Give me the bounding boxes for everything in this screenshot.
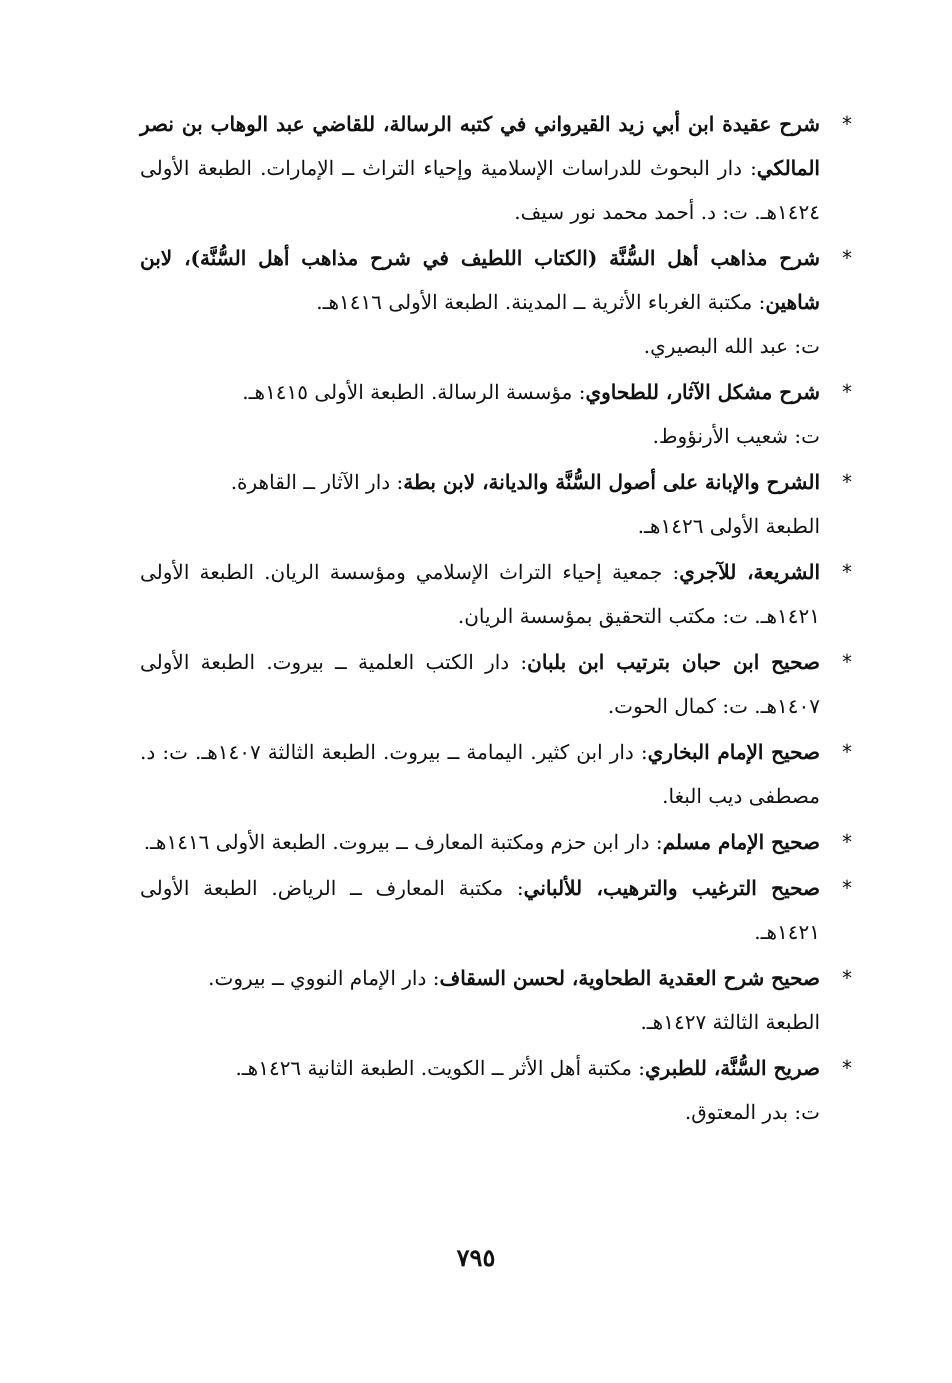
entry-title: الشريعة، للآجري [679, 560, 821, 584]
bibliography-entry [140, 102, 852, 234]
entry-publication: : دار الإمام النووي ــ بيروت. [208, 966, 440, 990]
entry-title: شرح مذاهب أهل السُّنَّة (الكتاب اللطيف في شرح مذاهب أهل السُّنَّة)، لابن شاهين [140, 246, 820, 314]
entry-title: شرح عقيدة ابن أبي زيد القيرواني في كتبه الرسالة، للقاضي عبد الوهاب بن نصر المالكي [140, 112, 820, 180]
entry-publication: : دار الآثار ــ القاهرة. [230, 470, 404, 494]
entry-editor: الطبعة الثالثة ١٤٢٧هـ. [640, 1010, 820, 1034]
bibliography-entry [140, 956, 852, 1044]
entry-title: صريح السُّنَّة، للطبري [645, 1056, 820, 1080]
asterisk-icon: * [842, 246, 852, 270]
entry-editor: الطبعة الأولى ١٤٢٦هـ. [637, 514, 820, 538]
entry-publication: : مؤسسة الرسالة. الطبعة الأولى ١٤١٥هـ. [242, 380, 586, 404]
entry-editor: ت: شعيب الأرنؤوط. [652, 424, 820, 448]
entry-publication: : مكتبة المعارف ــ الرياض. الطبعة الأولى ١٤٢١هـ. [140, 876, 820, 944]
asterisk-icon: * [842, 876, 852, 900]
asterisk-icon: * [842, 650, 852, 674]
bibliography-entry [140, 550, 852, 638]
bibliography-entry [140, 820, 852, 864]
asterisk-icon: * [842, 112, 852, 136]
entry-publication: : جمعية إحياء التراث الإسلامي ومؤسسة الريان. الطبعة الأولى ١٤٢١هـ. ت: مكتب التحقيق بمؤسسة الريان. [140, 560, 820, 628]
bibliography-entry [140, 730, 852, 818]
entry-editor: ت: بدر المعتوق. [684, 1100, 820, 1124]
bibliography-entry [140, 370, 852, 458]
asterisk-icon: * [842, 470, 852, 494]
asterisk-icon: * [842, 380, 852, 404]
asterisk-icon: * [842, 560, 852, 584]
entry-publication: : مكتبة الغرباء الأثرية ــ المدينة. الطبعة الأولى ١٤١٦هـ. [316, 290, 766, 314]
entry-title: صحيح شرح العقدية الطحاوية، لحسن السقاف [439, 966, 820, 990]
asterisk-icon: * [842, 1056, 852, 1080]
entry-title: شرح مشكل الآثار، للطحاوي [585, 380, 820, 404]
entry-publication: : دار ابن كثير. اليمامة ــ بيروت. الطبعة الثالثة ١٤٠٧هـ. ت: د. مصطفى ديب البغا. [140, 740, 820, 808]
entry-publication: : دار البحوث للدراسات الإسلامية وإحياء التراث ــ الإمارات. الطبعة الأولى ١٤٢٤هـ. ت: د. أحمد محمد نور سيف. [140, 156, 820, 224]
page-number: ٧٩٥ [456, 1243, 496, 1272]
entry-editor: ت: عبد الله البصيري. [643, 334, 820, 358]
asterisk-icon: * [842, 966, 852, 990]
bibliography-entry [140, 640, 852, 728]
entry-publication: : دار الكتب العلمية ــ بيروت. الطبعة الأولى ١٤٠٧هـ. ت: كمال الحوت. [140, 650, 820, 718]
bibliography-list [140, 102, 852, 1136]
asterisk-icon: * [842, 740, 852, 764]
asterisk-icon: * [842, 830, 852, 854]
entry-publication: : دار ابن حزم ومكتبة المعارف ــ بيروت. الطبعة الأولى ١٤١٦هـ. [143, 830, 663, 854]
bibliography-entry [140, 460, 852, 548]
entry-title: صحيح الإمام مسلم [662, 830, 820, 854]
entry-title: صحيح الإمام البخاري [647, 740, 821, 764]
entry-title: الشرح والإبانة على أصول السُّنَّة والديانة، لابن بطة [403, 470, 820, 494]
bibliography-entry [140, 236, 852, 368]
entry-publication: : مكتبة أهل الأثر ــ الكويت. الطبعة الثانية ١٤٢٦هـ. [235, 1056, 646, 1080]
bibliography-entry [140, 866, 852, 954]
entry-title: صحيح الترغيب والترهيب، للألباني [523, 876, 820, 900]
entry-title: صحيح ابن حبان بترتيب ابن بلبان [527, 650, 820, 674]
bibliography-entry [140, 1046, 852, 1134]
